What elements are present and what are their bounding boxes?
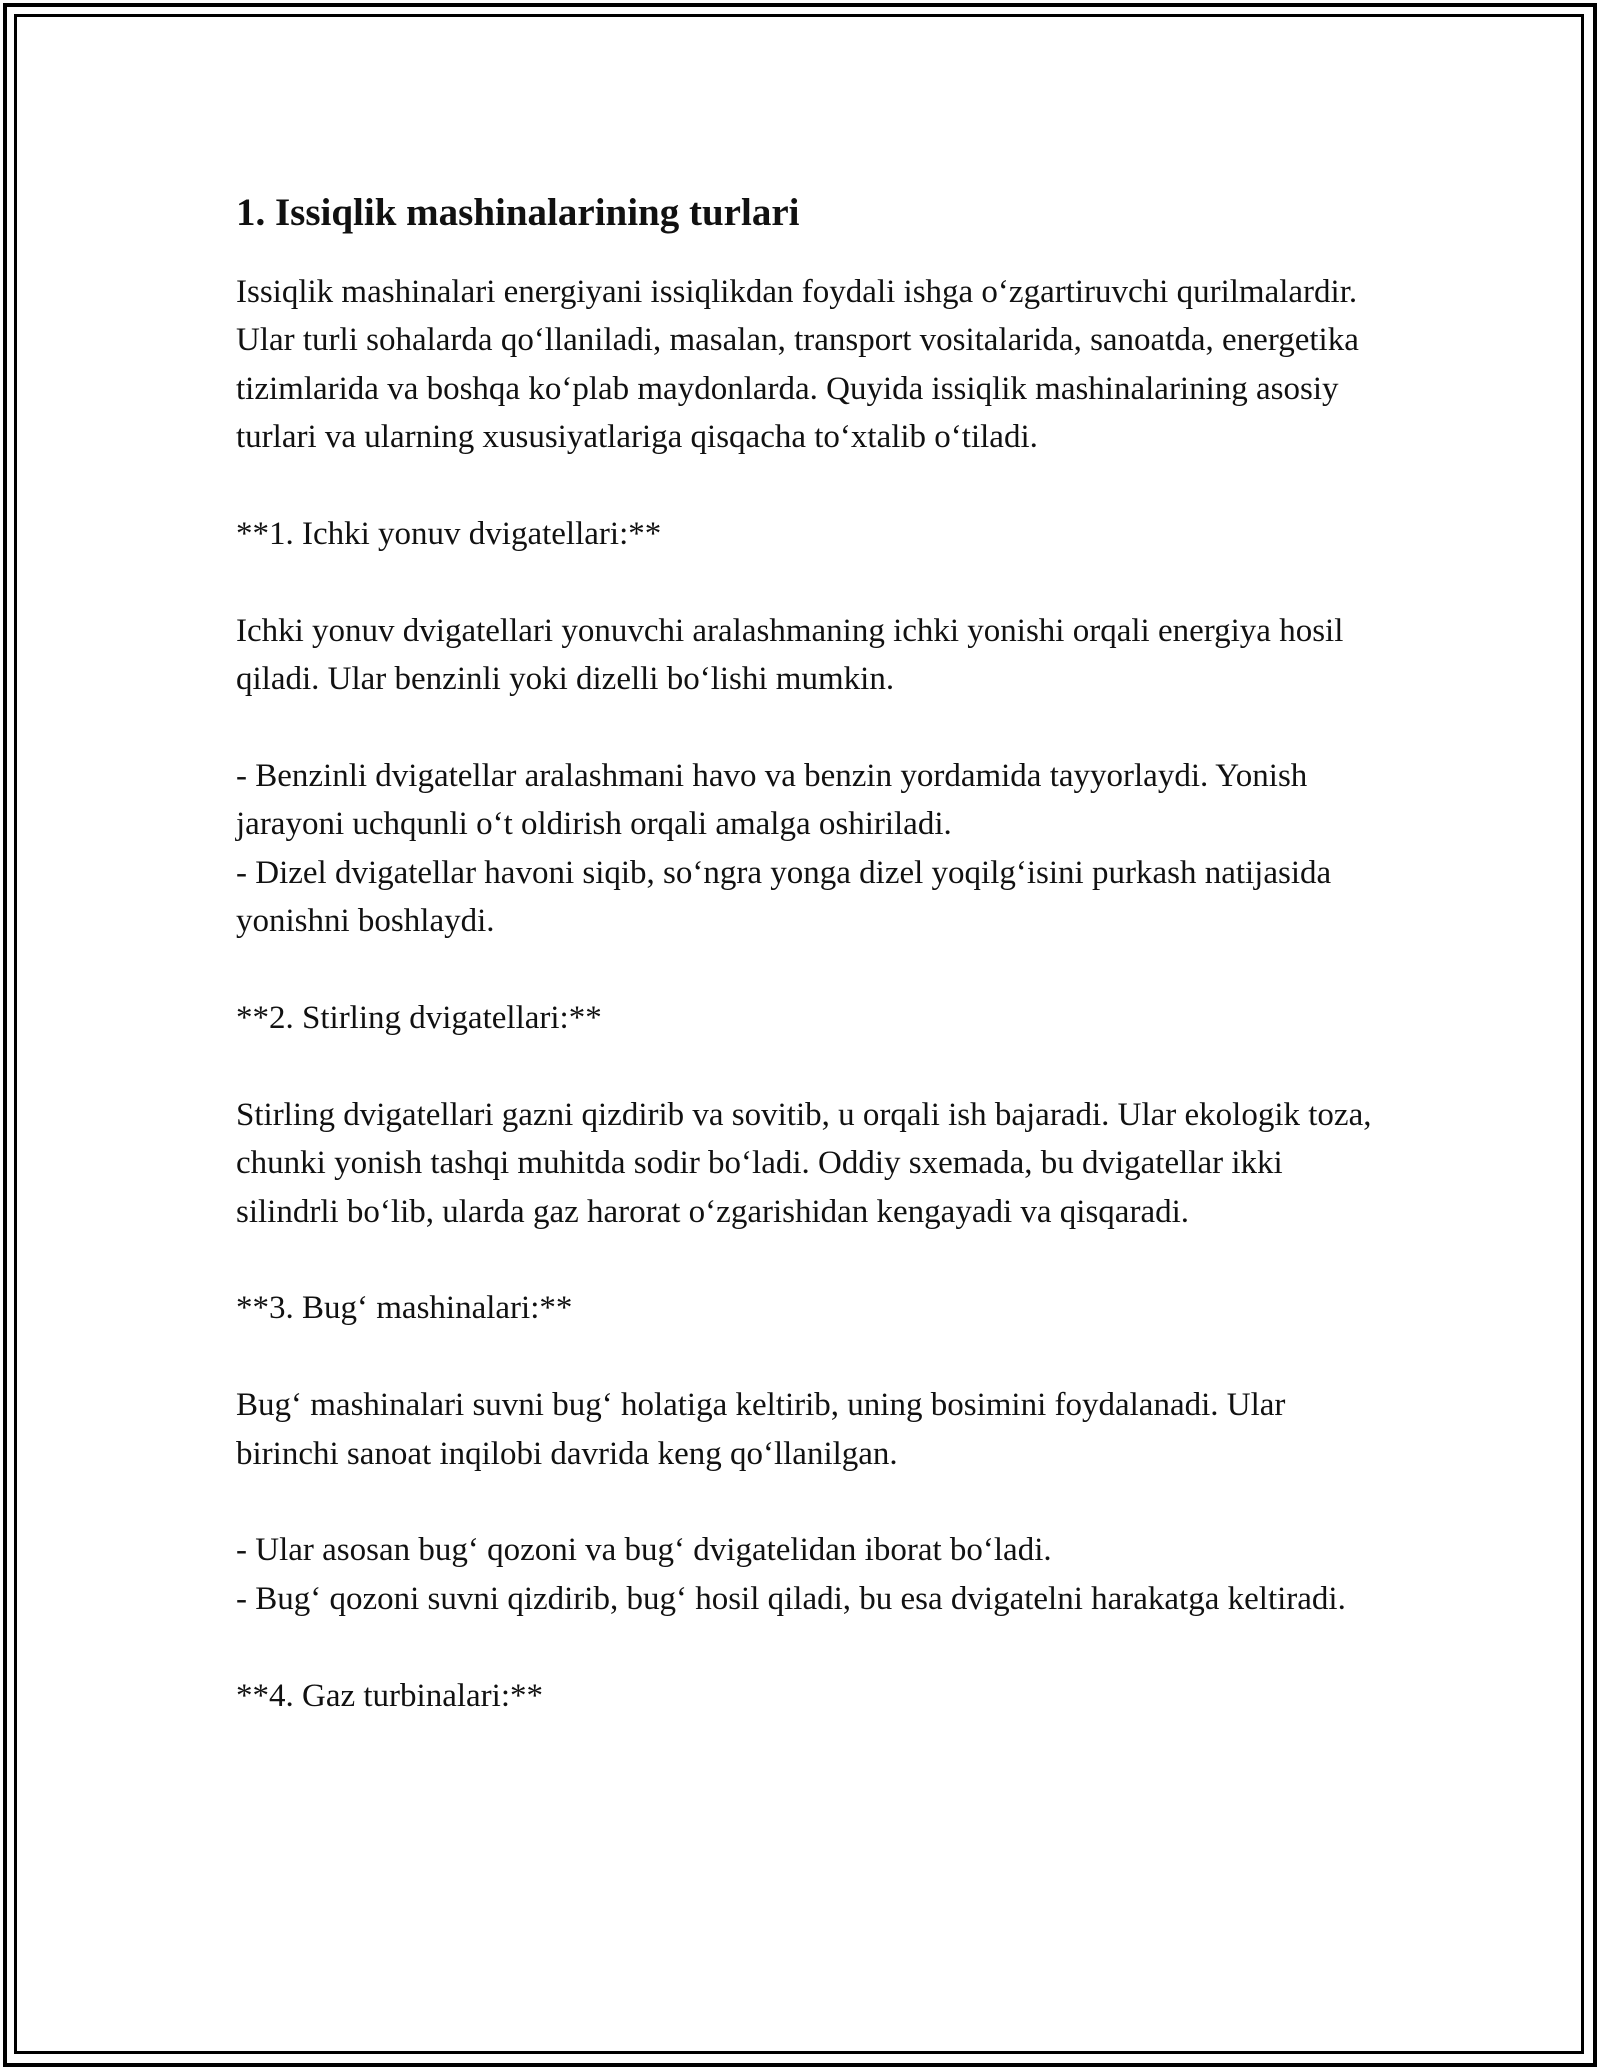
intro-paragraph: Issiqlik mashinalari energiyani issiqlikdan foydali ishga o‘zgartiruvchi qurilmalardir. Ular turli sohalarda qo‘llaniladi, masalan, transport vositalarida, sanoatda, energetika tizimlarida va boshqa ko‘plab maydonlarda. Quyida issiqlik mashinalarining asosiy turlari va ularning xususiyatlariga qisqacha to‘xtalib o‘tiladi. <box>236 274 1359 456</box>
internal-combustion-paragraph: Ichki yonuv dvigatellari yonuvchi aralashmaning ichki yonishi orqali energiya hosil qiladi. Ular benzinli yoki dizelli bo‘lishi mumkin. <box>236 612 1344 698</box>
list-item-steam-components: - Ular asosan bug‘ qozoni va bug‘ dvigatelidan iborat bo‘ladi. <box>236 1532 1052 1569</box>
steam-paragraph: Bug‘ mashinalari suvni bug‘ holatiga keltirib, uning bosimini foydalanadi. Ular birinchi sanoat inqilobi davrida keng qo‘llanilgan. <box>236 1387 1286 1472</box>
list-item-diesel-engines: - Dizel dvigatellar havoni siqib, so‘ngra yonga dizel yoqilg‘isini purkash natijasida yonishni boshlaydi. <box>236 854 1332 940</box>
section-heading-steam: **3. Bug‘ mashinalari:** <box>236 1290 573 1327</box>
document-title: 1. Issiqlik mashinalarining turlari <box>236 191 800 234</box>
list-item-steam-boiler: - Bug‘ qozoni suvni qizdirib, bug‘ hosil qiladi, bu esa dvigatelni harakatga keltiradi. <box>236 1580 1346 1617</box>
stirling-paragraph: Stirling dvigatellari gazni qizdirib va sovitib, u orqali ish bajaradi. Ular ekologik toza, chunki yonish tashqi muhitda sodir bo‘ladi. Oddiy sxemada, bu dvigatellar ikki silindrli bo‘lib, ularda gaz harorat o‘zgarishidan kengayadi va qisqaradi. <box>236 1096 1372 1230</box>
document-body <box>236 188 1376 1720</box>
section-heading-internal-combustion: **1. Ichki yonuv dvigatellari:** <box>236 516 662 553</box>
section-heading-stirling: **2. Stirling dvigatellari:** <box>236 1000 602 1037</box>
list-item-petrol-engines: - Benzinli dvigatellar aralashmani havo va benzin yordamida tayyorlaydi. Yonish jarayoni uchqunli o‘t oldirish orqali amalga oshiriladi. <box>236 758 1308 843</box>
section-heading-gas-turbines: **4. Gaz turbinalari:** <box>236 1677 543 1714</box>
